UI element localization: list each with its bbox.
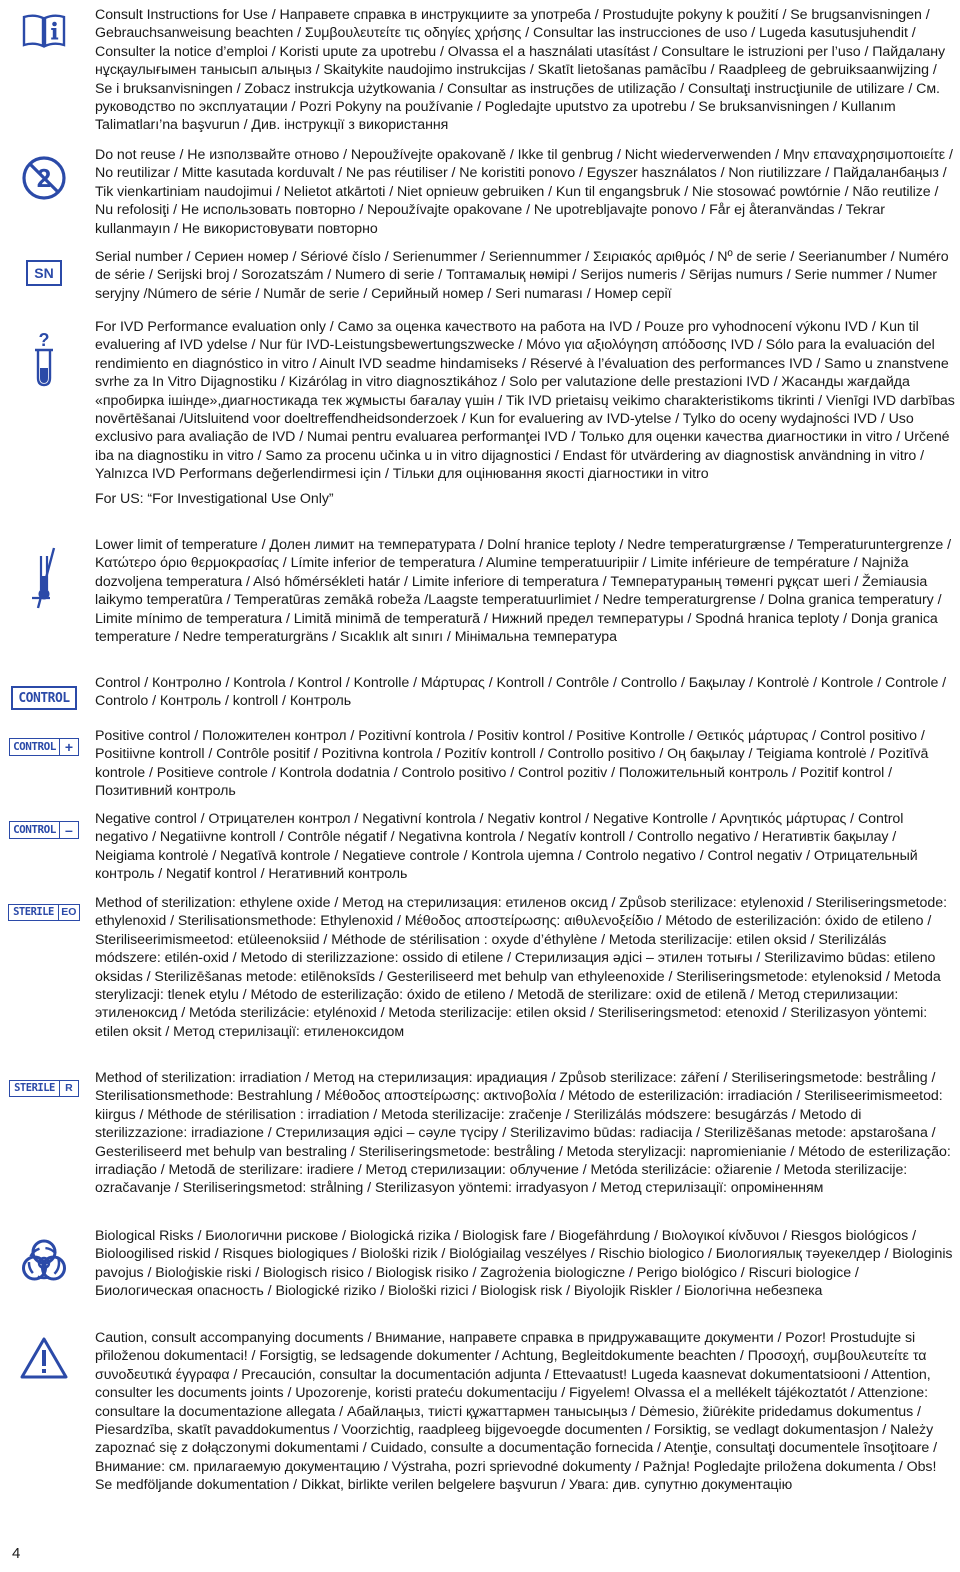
ivd-performance-tube-icon — [6, 328, 82, 388]
sterile-method-label: EO — [58, 905, 79, 920]
control-label: CONTROL — [11, 686, 77, 710]
page-number: 4 — [12, 1545, 21, 1562]
sterile-eo-icon — [6, 904, 82, 921]
serial-number-icon — [6, 260, 82, 286]
caution-warning-icon — [6, 1335, 82, 1381]
symbol-description: Control / Контролно / Kontrola / Kontrol / Kontrolle / Μάρτυρας / Kontroll / Contrôle / Controllo / Бақылау / Kontrolė / Kontrole / Controle / Controlo / Контроль / kontroll / Контроль — [95, 675, 947, 710]
svg-text:2: 2 — [36, 163, 52, 193]
positive-control-icon — [6, 738, 82, 756]
control-label: CONTROL — [13, 823, 56, 836]
sterile-label: STERILE — [14, 1082, 55, 1094]
symbol-description: Biological Risks / Биологични рискове / Biologická rizika / Biologisk fare / Biogefährdung / Βιολογικοί κίνδυνοι / Riesgos biológicos / Bioloogilised riskid / Risques biologiques / Biološki rizik / Biológiailag veszélyes / Rischio biologico / Биологиялық тәуекелдер / Biologinis pavojus / Bioloģiskie riski / Biologisch risico / Biologisk risiko / Zagrożenia biologiczne / Perigo biológico / Riscuri biologice / Биологическая опасность / Biologické riziko / Biološki rizici / Biologisk risk / Biyolojik Riskler / Біологічна небезпека — [95, 1228, 953, 1300]
symbol-description: For IVD Performance evaluation only / Само за оценка качеството на работа на IVD / Pouze pro vyhodnocení výkonu IVD / Kun til evaluering af IVD ydelse / Nur für IVD-Leistungsbewertungszwecke / Μόνο για αξιολόγηση απόδοσης IVD / Sólo para la evaluación del rendimiento en diagnóstico in vitro / Ainult IVD seadme hindamiseks / Réservé à l’évaluation des performances IVD / Samo u znanstvene svrhe za In Vitro Dijagnostiku / Kizárólag in vitro diagnosztikához / Solo per valutazione delle prestazioni IVD / Жасанды жағдайда «пробирка ішінде»,диагностикада тек жұмысты бағалау үшін / Tik IVD prietaisų veikimo charakteristikoms tikrinti / Vienīgi IVD darbības novērtēšanai /Uitsluitend voor doeltreffendheidsonderzoek / Kun for evaluering av IVD-ytelse / Tylko do oceny wydajności IVD / Uso exclusivo para avaliação de IVD / Numai pentru evaluarea performanţei IVD / Только для оценки качества диагностики in vitro / Určené iba na diagnostiku in vitro / Samo za procenu učinka u in vitro dijagnostici / Endast för utvärdering av diagnostisk användning in vitro / Yalnızca IVD Performans değerlendirmesi için / Тільки для оцінювання якості діагностики in vitro For US: “For Investigational Use Only” — [95, 319, 955, 507]
symbol-description: Negative control / Отрицателен контрол / Negativní kontrola / Negativ kontrol / Negative Kontrolle / Αρνητικός μάρτυρας / Control negativo / Negatiivne kontroll / Contrôle négatif / Negativna kontrola / Negatív kontroll / Controllo negativo / Негативтік бақылау / Neigiama kontrolė / Negatīvā kontrole / Negatieve controle / Kontrola ujemna / Controlo negativo / Control negativ / Отрицательный контроль / Negatif kontrol / Негативний контроль — [95, 811, 918, 883]
svg-text:?: ? — [38, 330, 50, 350]
symbol-description: Lower limit of temperature / Долен лимит на температурата / Dolní hranice teploty / Nedre temperaturgrænse / Temperaturuntergrenze / Κατώτερο όριο θερμοκρασίας / Límite inferior de temperatura / Alumine temperatuuripiir / Limite inférieure de température / Najniža dozvoljena temperatura / Alsó hőmérsékleti határ / Limite inferiore di temperatura / Температураның төменгі рұқсат шегі / Žemiausia laikymo temperatūra / Temperatūras zemākā robeža /Laagste temperatuurlimiet / Nedre temperaturgrense / Dolna granica temperatury / Limite mínimo de temperatura / Limită minimă de temperatură / Нижний предел температуры / Spodná hranica teploty / Donja granica temperature / Nedre temperaturgräns / Sıcaklık alt sınırı / Мінімальна температура — [95, 537, 952, 646]
minus-sign-icon: – — [59, 822, 78, 838]
control-icon — [6, 686, 82, 710]
control-label: CONTROL — [13, 740, 56, 753]
sterile-method-label: R — [59, 1081, 78, 1096]
symbol-description: Positive control / Положителен контрол / Pozitivní kontrola / Positiv kontrol / Positive Kontrolle / Θετικός μάρτυρας / Control positivo / Positiivne kontroll / Contrôle positif / Pozitivna kontrola / Pozitív kontroll / Controllo positivo / Оң бақылау / Teigiama kontrolė / Pozitīvā kontrole / Positieve controle / Kontrola dodatnia / Controlo positivo / Control pozitiv / Положительный контроль / Pozitif kontrol / Позитивний контроль — [95, 728, 929, 800]
do-not-reuse-icon — [6, 154, 82, 202]
symbol-description: Serial number / Сериен номер / Sériové číslo / Serienummer / Seriennummer / Σειριακός αριθμός / Nº de serie / Seerianumber / Numéro de série / Serijski broj / Sorozatszám / Numero di serie / Топтамалық нөмірі / Serijos numeris / Sērijas numurs / Serie nummer / Numer seryjny /Número de série / Număr de serie / Серийный номер / Seri numarası / Номер серії — [95, 249, 949, 302]
sterile-r-icon — [6, 1080, 82, 1097]
symbol-description: Method of sterilization: ethylene oxide / Метод на стерилизация: етиленов оксид / Způsob sterilizace: etylenoxid / Steriliseringsmetode: ethylenoxid / Sterilisationsmethode: Ethylenoxid / Μέθοδος αποστείρωσης: αιθυλενοξείδιο / Método de esterilización: óxido de etileno / Steriliseerimismeetod: etüleenoksiid / Méthode de stérilisation : oxyde d’éthylène / Metoda sterilizacije: etilen oksid / Sterilizálás módszere: etilén-oxid / Metodo di sterilizzazione: ossido di etilene / Стерилизация әдісі – этилен тотығы / Sterilizavimo būdas: etileno oksidas / Sterilizēšanas metode: etilēnoksīds / Gesteriliseerd met behulp van ethyleenoxide / Steriliseringsmetode: etylenoksid / Metoda sterylizacji: tlenek etylu / Método de esterilização: óxido de etileno / Metodă de sterilizare: oxid de etilenă / Метод стерилизации: этиленоксид / Metóda sterilizácie: etylénoxid / Metoda sterilizacije: etilen oksid / Steriliseringsmetod: etenoxid / Sterilizasyon yöntemi: etilen oksit / Метод стерилізації: етиленоксидом — [95, 895, 947, 1040]
temperature-lower-limit-icon — [6, 546, 82, 610]
symbol-description: Caution, consult accompanying documents / Внимание, направете справка в придружаващите документи / Pozor! Prostudujte si přiloženou dokumentaci! / Forsigtig, se ledsagende dokumenter / Achtung, Begleitdokumente beachten / Προσοχή, συμβουλευτείτε τα συνοδευτικά έγγραφα / Precaución, consultar la documentación adjunta / Ettevaatust! Lugeda kaasnevat dokumentatsiooni / Attention, consulter les documents joints / Upozorenje, koristi prateću dokumentaciju / Figyelem! Olvassa el a mellékelt tájékoztatót / Attenzione: consultare la documentazione allegata / Абайлаңыз, тиісті құжаттармен танысыңыз / Dėmesio, žiūrėkite pridedamus dokumentus / Piesardzība, skatīt pavaddokumentus / Voorzichtig, raadpleeg bijgevoegde documenten / Forsiktig, se vedlagt dokumentasjon / Należy zapoznać się z dołączonymi dokumentami / Cuidado, consulte a documentação fornecida / Atenţie, consultaţi documentele însoţitoare / Внимание: см. прилагаемую документацию / Výstraha, pozri sprievodné dokumenty / Pažnja! Pogledajte priložena dokumenta / Obs! Se medföljande dokumentation / Dikkat, birlikte verilen belgelere başvurun / Увага: див. супутню документацію — [95, 1330, 938, 1494]
symbol-description: Consult Instructions for Use / Направете справка в инструкциите за употреба / Prostudujte pokyny k použití / Se brugsanvisningen / Gebrauchsanweisung beachten / Συμβουλευτείτε τις οδηγίες χρήσης / Consultar las instrucciones de uso / Lugeda kasutusjuhendit / Consulter la notice d’emploi / Koristi upute za upotrebu / Olvassa el a használati utasítást / Consultare le istruzioni per l’uso / Пайдалану нұсқаулығымен танысып алыңыз / Skaitykite naudojimo instrukcijas / Skatīt lietošanas pamācību / Raadpleeg de gebruiksaanwijzing / Se i bruksanvisningen / Zobacz instrukcja użytkowania / Consultar as instruções de utilização / Consultaţi instrucţiunile de utilizare / См. руководство по эксплуатации / Pozri Pokyny na používanie / Pogledajte uputstvo za upotrebu / Se bruksanvisningen / Kullanım Talimatları’na başvurun / Див. інструкції з використання — [95, 7, 946, 134]
serial-number-label: SN — [26, 260, 62, 286]
biohazard-icon — [6, 1235, 82, 1287]
symbol-description: Do not reuse / Не използвайте отново / Nepoužívejte opakovaně / Ikke til genbrug / Nicht wiederverwenden / Μην επαναχρησιμοποιείτε / No reutilizar / Mitte kasutada korduvalt / Ne pas réutiliser / Ne koristiti ponovo / Egyszer használatos / Non riutilizzare / Пайдаланбаңыз / Tik vienkartiniam naudojimui / Nelietot atkārtoti / Niet opnieuw gebruiken / Kun til engangsbruk / Nie stosować powtórnie / Não reutilize / Nu refolosiţi / Не использовать повторно / Nepoužívajte opakovane / Ne upotrebljavajte ponovo / Får ej återanvändas / Tekrar kullanmayın / Не використовувати повторно — [95, 147, 953, 237]
sterile-label: STERILE — [13, 906, 54, 918]
symbol-description: Method of sterilization: irradiation / Метод на стерилизация: ирадиация / Způsob sterilizace: záření / Steriliseringsmetode: bestråling / Sterilisationsmethode: Bestrahlung / Μέθοδος αποστείρωσης: ακτινοβολία / Método de esterilización: irradiación / Steriliseerimismeetod: kiirgus / Méthode de stérilisation : irradiation / Metoda sterilizacije: zračenje / Sterilizálás módszere: besugárzás / Metodo di sterilizzazione: irradiazione / Стерилизация әдісі – сәуле түсіру / Sterilizavimo būdas: radiacija / Sterilizēšanas metode: apstarošana / Gesteriliseerd met behulp van bestraling / Steriliseringsmetode: bestråling / Metoda sterylizacji: napromienianie / Método de esterilização: irradiação / Metodă de sterilizare: iradiere / Метод стерилизации: облучение / Metóda sterilizácie: ožiarenie / Metoda sterilizacije: ozračavanje / Steriliseringsmetod: strålning / Sterilizasyon yöntemi: irradyasyon / Метод стерилізації: опроміненням — [95, 1070, 951, 1197]
consult-instructions-icon — [6, 12, 82, 50]
plus-sign-icon: + — [59, 739, 78, 755]
negative-control-icon — [6, 821, 82, 839]
